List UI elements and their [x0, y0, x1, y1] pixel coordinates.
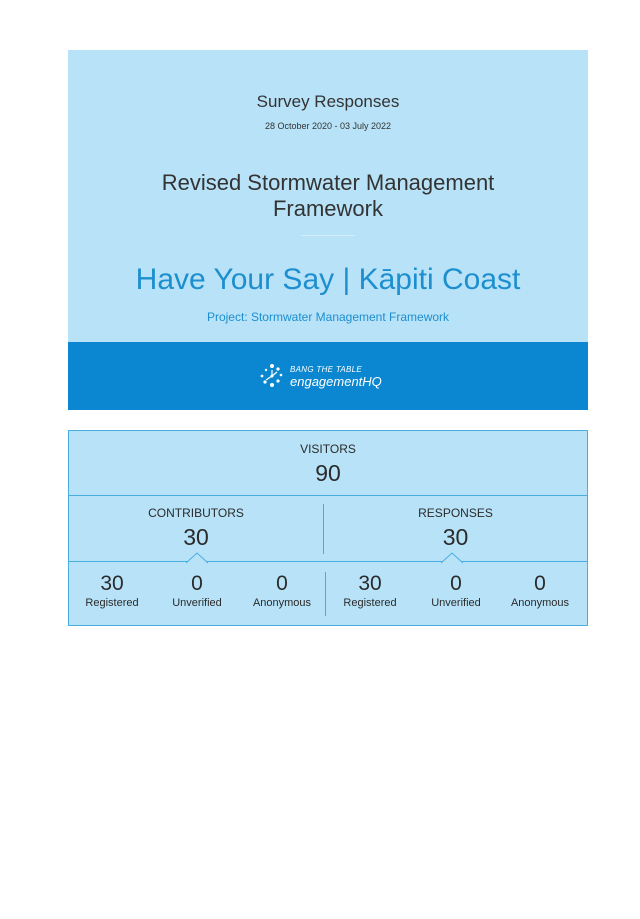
breakdown-value: 0 [191, 572, 203, 595]
logo-line2: engagementHQ [290, 373, 382, 389]
breakdown-value: 0 [276, 572, 288, 595]
contributors-anonymous [239, 562, 325, 609]
breakdown-label: Unverified [172, 597, 222, 609]
responses-label: RESPONSES [418, 506, 493, 520]
stats-panel [68, 430, 588, 626]
totals-row [69, 496, 587, 562]
contributors-value: 30 [183, 524, 209, 550]
breakdown-value: 0 [534, 572, 546, 595]
report-title: Survey Responses [256, 92, 400, 111]
breakdown-value: 30 [100, 572, 124, 595]
cover-panel [68, 50, 588, 410]
engagementhq-logo [258, 358, 382, 394]
contributors-unverified [154, 562, 240, 609]
breakdown-label: Anonymous [510, 597, 570, 609]
project-name: Project: Stormwater Management Framework [206, 310, 450, 324]
survey-name: Revised Stormwater Management Framework [161, 170, 495, 221]
visitors-value: 90 [315, 460, 341, 486]
visitors-row [69, 431, 587, 496]
divider [301, 235, 355, 236]
breakdown-label: Unverified [431, 597, 481, 609]
date-range: 28 October 2020 - 03 July 2022 [264, 121, 392, 131]
responses-value: 30 [442, 524, 469, 550]
breakdown-value: 0 [450, 572, 462, 595]
site-name: Have Your Say | Kāpiti Coast [135, 263, 521, 296]
contributors-label: CONTRIBUTORS [148, 506, 244, 520]
responses-anonymous [497, 562, 583, 609]
responses-unverified [413, 562, 499, 609]
logo-line1: BANG THE TABLE [290, 364, 363, 374]
breakdown-value: 30 [358, 572, 382, 595]
visitors-label: VISITORS [300, 442, 356, 456]
breakdown-divider [325, 572, 326, 616]
breakdown-row [69, 562, 587, 625]
contributors-registered [69, 562, 155, 609]
responses-registered [327, 562, 413, 609]
breakdown-label: Registered [343, 597, 397, 609]
brand-band [68, 342, 588, 410]
breakdown-label: Anonymous [252, 597, 312, 609]
breakdown-label: Registered [85, 597, 139, 609]
starburst-icon [258, 362, 286, 390]
